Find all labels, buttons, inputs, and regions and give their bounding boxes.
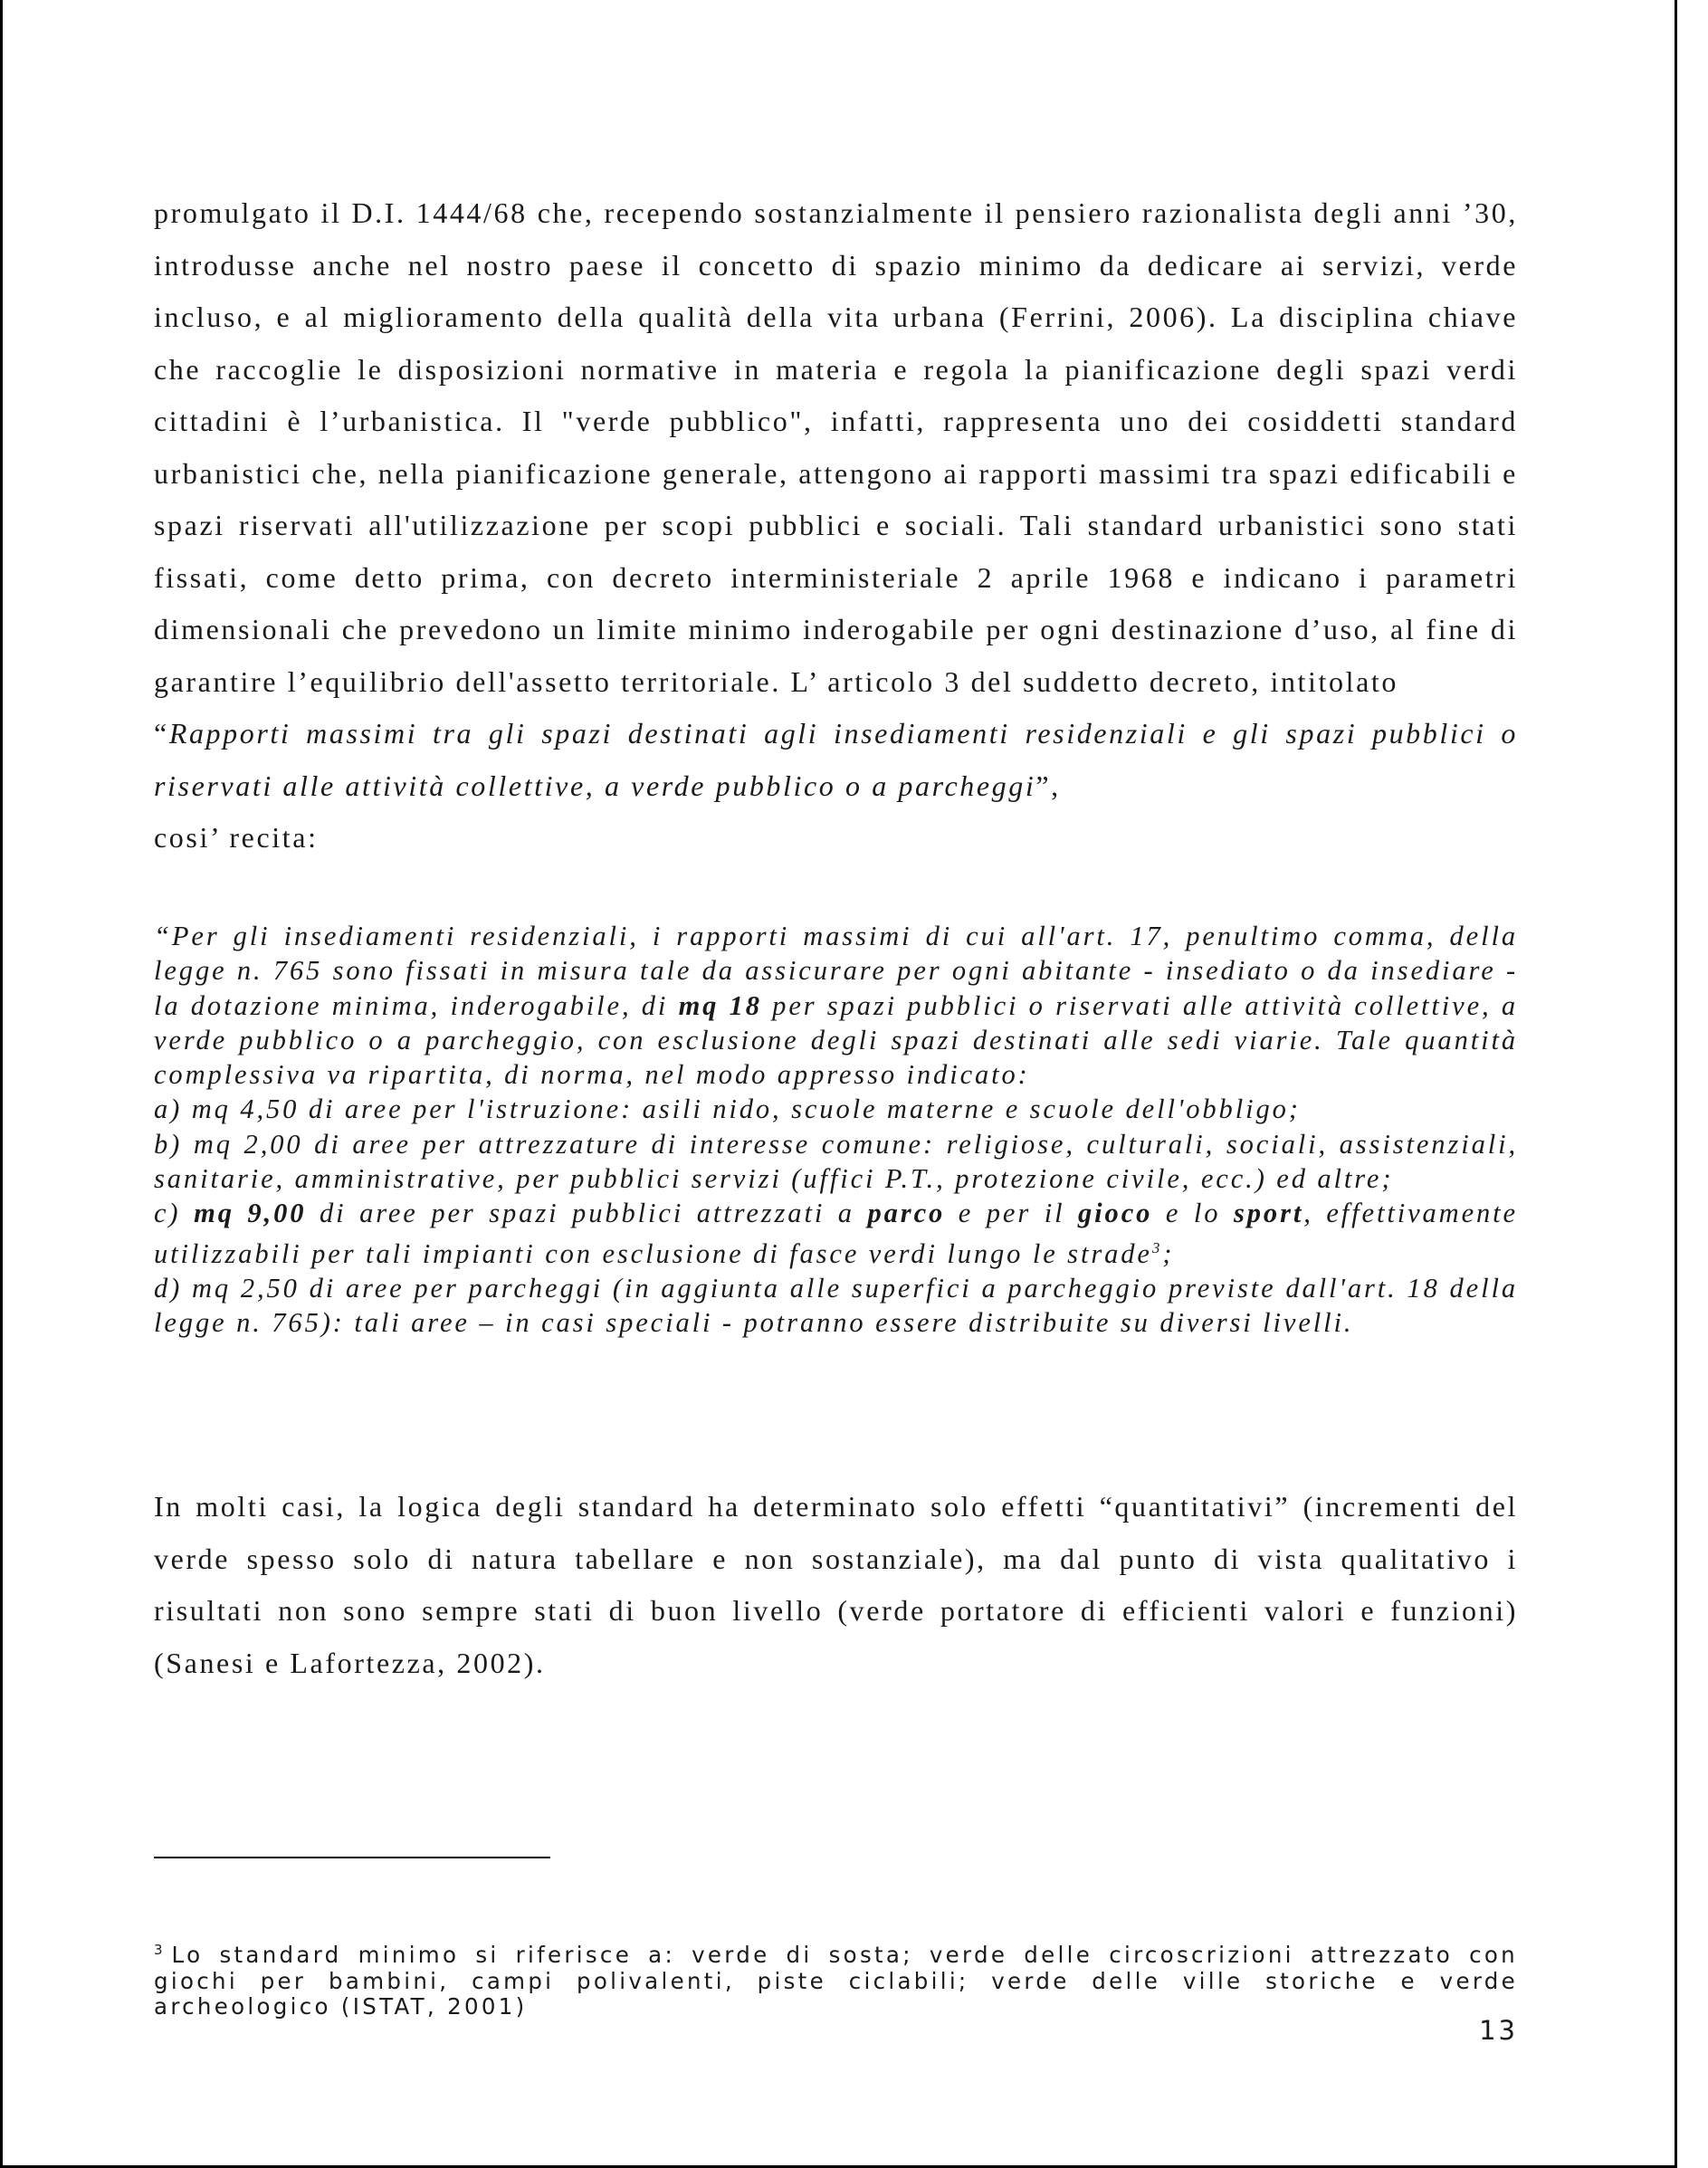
- item-c-bold3: gioco: [1078, 1198, 1153, 1229]
- quote-item-a: a) mq 4,50 di aree per l'istruzione: asili nido, scuole materne e scuole dell'obbligo;: [154, 1094, 1301, 1125]
- footnote-separator: [154, 1857, 550, 1858]
- item-c-end: ;: [1162, 1237, 1175, 1269]
- item-c-text1: di aree per spazi pubblici attrezzati a: [306, 1198, 868, 1229]
- decree-quote: [154, 919, 1518, 1341]
- footnote-body: [154, 1937, 1518, 2020]
- recita-line: cosi’ recita:: [154, 821, 319, 854]
- footnote-text: Lo standard minimo si riferisce a: verde di sosta; verde delle circoscrizioni attrezzato con giochi per bambini, campi polivalenti, piste ciclabili; verde delle ville storiche e verde archeologico (ISTAT, 2001): [154, 1942, 1518, 2020]
- article-title: Rapporti massimi tra gli spazi destinati agli insediamenti residenziali e gli spazi pubblici o riservati alle attività collettive, a verde pubblico o a parcheggi: [154, 717, 1518, 802]
- item-c-text2: e per il: [945, 1198, 1079, 1229]
- article-title-line: “Rapporti massimi tra gli spazi destinati agli insediamenti residenziali e gli spazi pubblici o riservati alle attività collettive, a verde pubblico o a parcheggi”,: [154, 717, 1518, 802]
- quote-intro-b: per spazi pubblici o riservati alle attività collettive, a verde pubblico o a parcheggio, con esclusione degli spazi destinati alle sedi viarie. Tale quantità complessiva va ripartita, di norma, nel modo appresso indicato:: [154, 989, 1518, 1091]
- quote-intro-bold: mq 18: [678, 989, 762, 1021]
- quote-intro: [154, 919, 1518, 1092]
- item-c-text4: , effettivamente utilizzabili per tali impianti con esclusione di fasce verdi lungo le strade: [154, 1198, 1518, 1269]
- item-c-bold4: sport: [1234, 1198, 1304, 1229]
- quote-item-d: d) mq 2,50 di aree per parcheggi (in aggiunta alle superfici a parcheggio previste dall'art. 18 della legge n. 765): tali aree – in casi speciali - potranno essere distribuite su diversi livelli.: [154, 1273, 1518, 1339]
- page-number: 13: [1479, 2015, 1518, 2046]
- quote-intro-a: “Per gli insediamenti residenziali, i rapporti massimi di cui all'art. 17, penultimo comma, della legge n. 765 sono fissati in misura tale da assicurare per ogni abitante - insediato o da insediare - la dotazione minima, inderogabile, di: [154, 921, 1518, 1021]
- main-text: [154, 187, 1518, 864]
- quote-item-c: [154, 1196, 1518, 1271]
- paragraph-intro: promulgato il D.I. 1444/68 che, recependo sostanzialmente il pensiero razionalista degli anni ’30, introdusse anche nel nostro paese il concetto di spazio minimo da dedicare ai servizi, verde incluso, e al miglioramento della qualità della vita urbana (Ferrini, 2006). La disciplina chiave che raccoglie le disposizioni normative in materia e regola la pianificazione degli spazi verdi cittadini è l’urbanistica. Il "verde pubblico", infatti, rappresenta uno dei cosiddetti standard urbanistici che, nella pianificazione generale, attengono ai rapporti massimi tra spazi edificabili e spazi riservati all'utilizzazione per scopi pubblici e sociali. Tali standard urbanistici sono stati fissati, come detto prima, con decreto interministeriale 2 aprile 1968 e indicano i parametri dimensionali che prevedono un limite minimo inderogabile per ogni destinazione d’uso, al fine di garantire l’equilibrio dell'assetto territoriale. L’ articolo 3 del suddetto decreto, intitolato: [154, 196, 1518, 698]
- item-c-bold1: mq 9,00: [194, 1198, 307, 1229]
- footnote: [154, 1937, 1518, 2020]
- paragraph-end: In molti casi, la logica degli standard ha determinato solo effetti “quantitativi” (incrementi del verde spesso solo di natura tabellare e non sostanziale), ma dal punto di vista qualitativo i risultati non sono sempre stati di buon livello (verde portatore di efficienti valori e funzioni) (Sanesi e Lafortezza, 2002).: [154, 1490, 1518, 1679]
- closing-text: [154, 1481, 1518, 1689]
- footnote-ref[interactable]: 3: [1151, 1238, 1163, 1256]
- item-c-bold2: parco: [867, 1198, 946, 1229]
- item-c-text3: e lo: [1152, 1198, 1234, 1229]
- footnote-mark: 3: [154, 1942, 163, 1958]
- item-c-prefix: c): [154, 1198, 195, 1229]
- quote-item-b: b) mq 2,00 di aree per attrezzature di interesse comune: religiose, culturali, sociali, assistenziali, sanitarie, amministrative, per pubblici servizi (uffici P.T., protezione civile, ecc.) ed altre;: [154, 1128, 1518, 1195]
